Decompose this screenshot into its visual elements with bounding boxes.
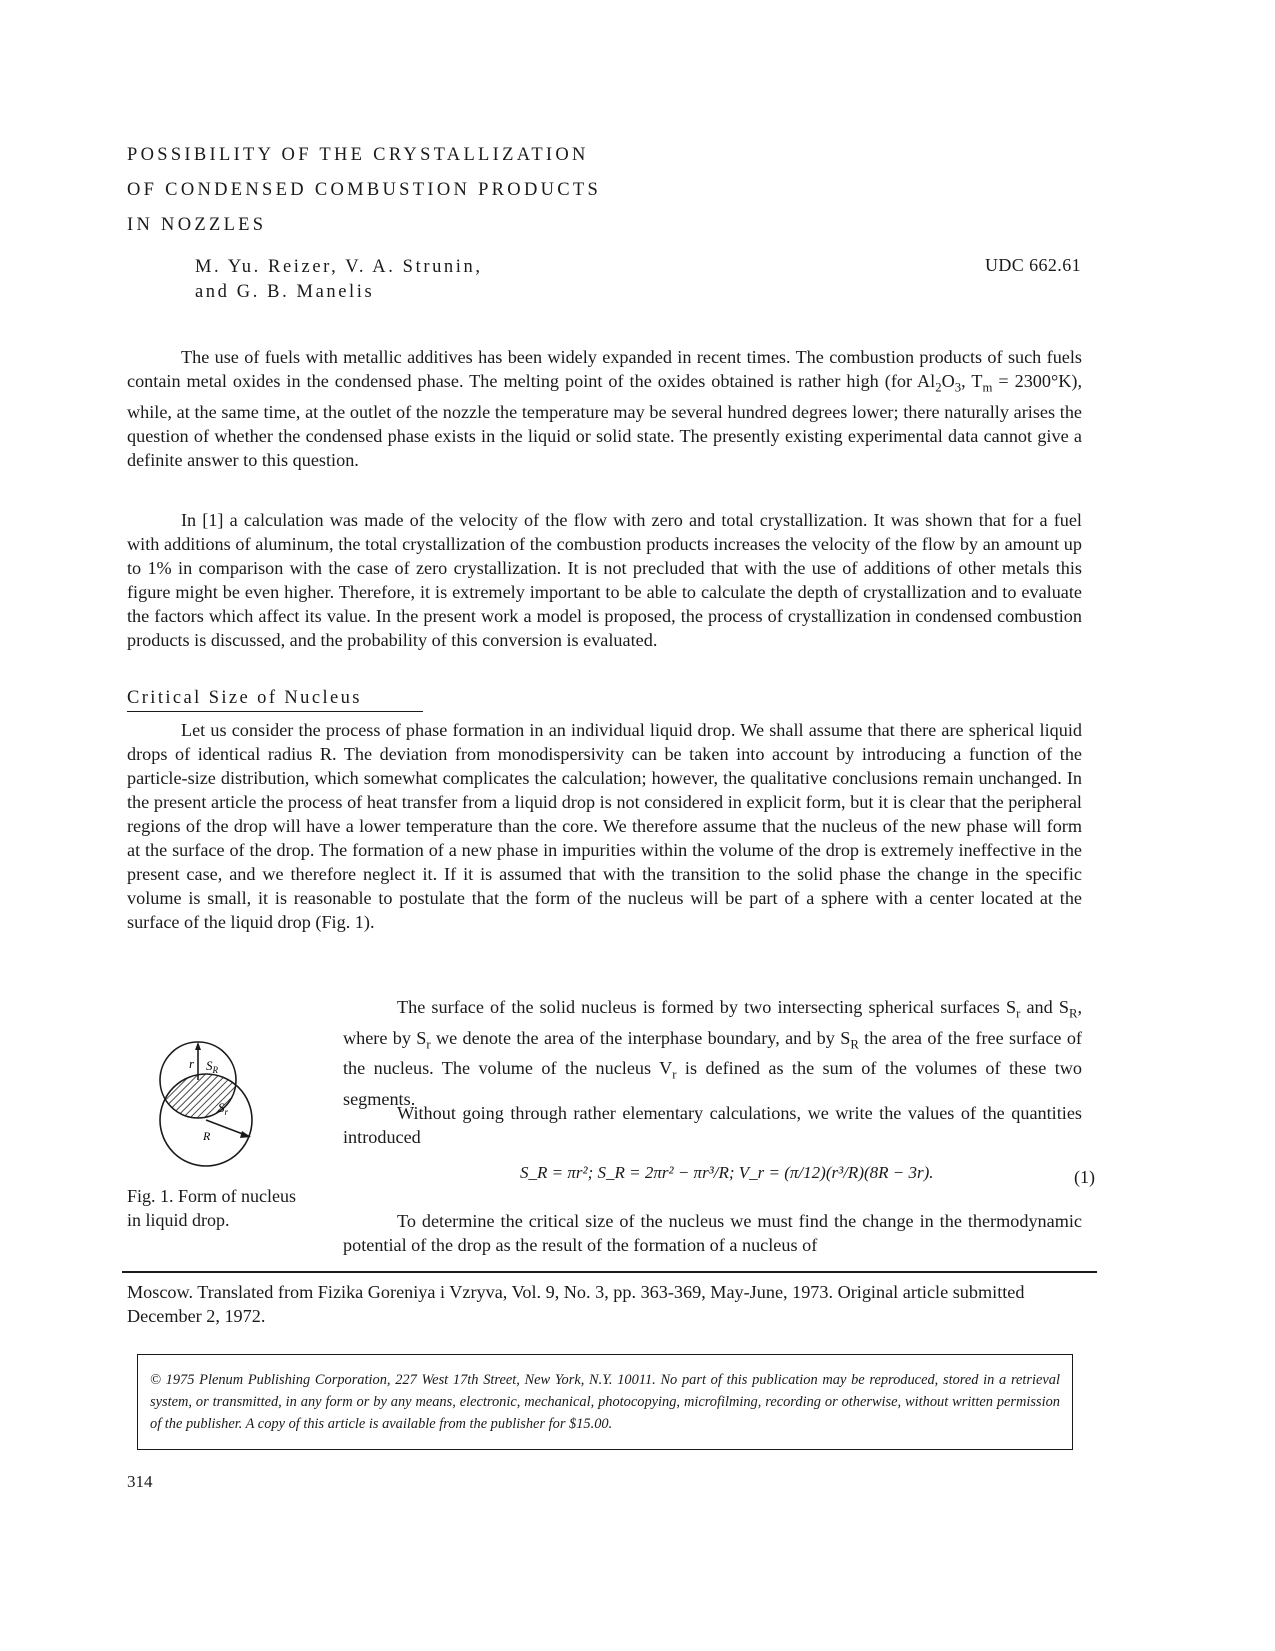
figure-1 bbox=[150, 1030, 260, 1180]
label-R: R bbox=[203, 1129, 211, 1143]
equation-number: (1) bbox=[1074, 1167, 1095, 1187]
equation-text: S_R = πr²; S_R = 2πr² − πr³/R; V_r = (π/12)(r³/R)(8R − 3r). bbox=[520, 1163, 934, 1182]
title-line-3: IN NOZZLES bbox=[127, 215, 267, 235]
section-heading: Critical Size of Nucleus bbox=[127, 688, 423, 712]
authors-line-2: and G. B. Manelis bbox=[195, 282, 375, 302]
section-paragraph-1: Let us consider the process of phase formation in an individual liquid drop. We shall assume that there are spherical liquid drops of identical radius R. The deviation from monodispersivity can be taken into account by introducing a function of the particle-size distribution, which somewhat complicates the calculation; however, the qualitative conclusions remain unchanged. In the present article the process of heat transfer from a liquid drop is not considered in explicit form, but it is clear that the peripheral regions of the drop will have a lower temperature than the core. We therefore assume that the nucleus of the new phase will form at the surface of the drop. The formation of a new phase in impurities within the volume of the drop is extremely ineffective in the present case, and we therefore neglect it. If it is assumed that with the transition to the solid phase the change in the specific volume is small, it is reasonable to postulate that the form of the nucleus will be part of a sphere with a center located at the surface of the liquid drop (Fig. 1). bbox=[127, 720, 1082, 932]
authors bbox=[195, 255, 483, 305]
label-SR: $S_R$ bbox=[206, 1058, 218, 1075]
label-Sr: $S_r$ bbox=[218, 1100, 229, 1117]
title-line-2: OF CONDENSED COMBUSTION PRODUCTS bbox=[127, 180, 602, 200]
title-line-1: POSSIBILITY OF THE CRYSTALLIZATION bbox=[127, 145, 589, 165]
page-number: 314 bbox=[127, 1472, 153, 1491]
footnote-divider bbox=[122, 1271, 1097, 1273]
section-paragraph-2: The surface of the solid nucleus is formed by two intersecting spherical surfaces $S_r$ and $S_R$, where by $S_r$ we denote the area of the interphase boundary, and by $S_R$ the area of the free surface of the nucleus. The volume of the nucleus $V_r$ is defined as the sum of the volumes of these two segments. bbox=[343, 997, 1082, 1109]
nucleus-diagram bbox=[150, 1030, 260, 1175]
section-paragraph-3: Without going through rather elementary calculations, we write the values of the quantities introduced bbox=[343, 1103, 1082, 1147]
copyright-notice: © 1975 Plenum Publishing Corporation, 227 West 17th Street, New York, N.Y. 10011. No part of this publication may be reproduced, stored in a retrieval system, or transmitted, in any form or by any means, electronic, mechanical, photocopying, microfilming, recording or otherwise, without written permission of the publisher. A copy of this article is available from the publisher for $15.00. bbox=[137, 1354, 1073, 1450]
intro-paragraph-1: The use of fuels with metallic additives has been widely expanded in recent times. The combustion products of such fuels contain metal oxides in the condensed phase. The melting point of the oxides obtained is rather high (for $Al_2O_3$, $T_m = 2300^\circ K$), while, at the same time, at the outlet of the nozzle the temperature may be several hundred degrees lower; there naturally arises the question of whether the condensed phase exists in the liquid or solid state. The presently existing experimental data cannot give a definite answer to this question. bbox=[127, 347, 1083, 470]
radius-r-arrow bbox=[195, 1042, 201, 1050]
udc-code: UDC 662.61 bbox=[985, 255, 1082, 275]
figure-caption: Fig. 1. Form of nucleus in liquid drop. bbox=[127, 1186, 296, 1230]
authors-line-1: M. Yu. Reizer, V. A. Strunin, bbox=[195, 257, 483, 277]
label-r: r bbox=[189, 1056, 195, 1071]
equation-1 bbox=[520, 1163, 1095, 1193]
intro-paragraph-2: In [1] a calculation was made of the velocity of the flow with zero and total crystallization. It was shown that for a fuel with additions of aluminum, the total crystallization of the combustion products increases the velocity of the flow by an amount up to 1% in comparison with the case of zero crystallization. It is not precluded that with the use of additions of other metals this figure might be even higher. Therefore, it is extremely important to be able to calculate the depth of crystallization and to evaluate the factors which affect its value. In the present work a model is proposed, the process of crystallization in condensed combustion products is discussed, and the probability of this conversion is evaluated. bbox=[127, 510, 1082, 650]
article-title bbox=[127, 138, 601, 243]
section-paragraph-4: To determine the critical size of the nucleus we must find the change in the thermodynamic potential of the drop as the result of the formation of a nucleus of bbox=[343, 1211, 1082, 1255]
footnote: Moscow. Translated from Fizika Goreniya i Vzryva, Vol. 9, No. 3, pp. 363-369, May-June, 1973. Original article submitted December 2, 1972. bbox=[127, 1282, 1025, 1326]
